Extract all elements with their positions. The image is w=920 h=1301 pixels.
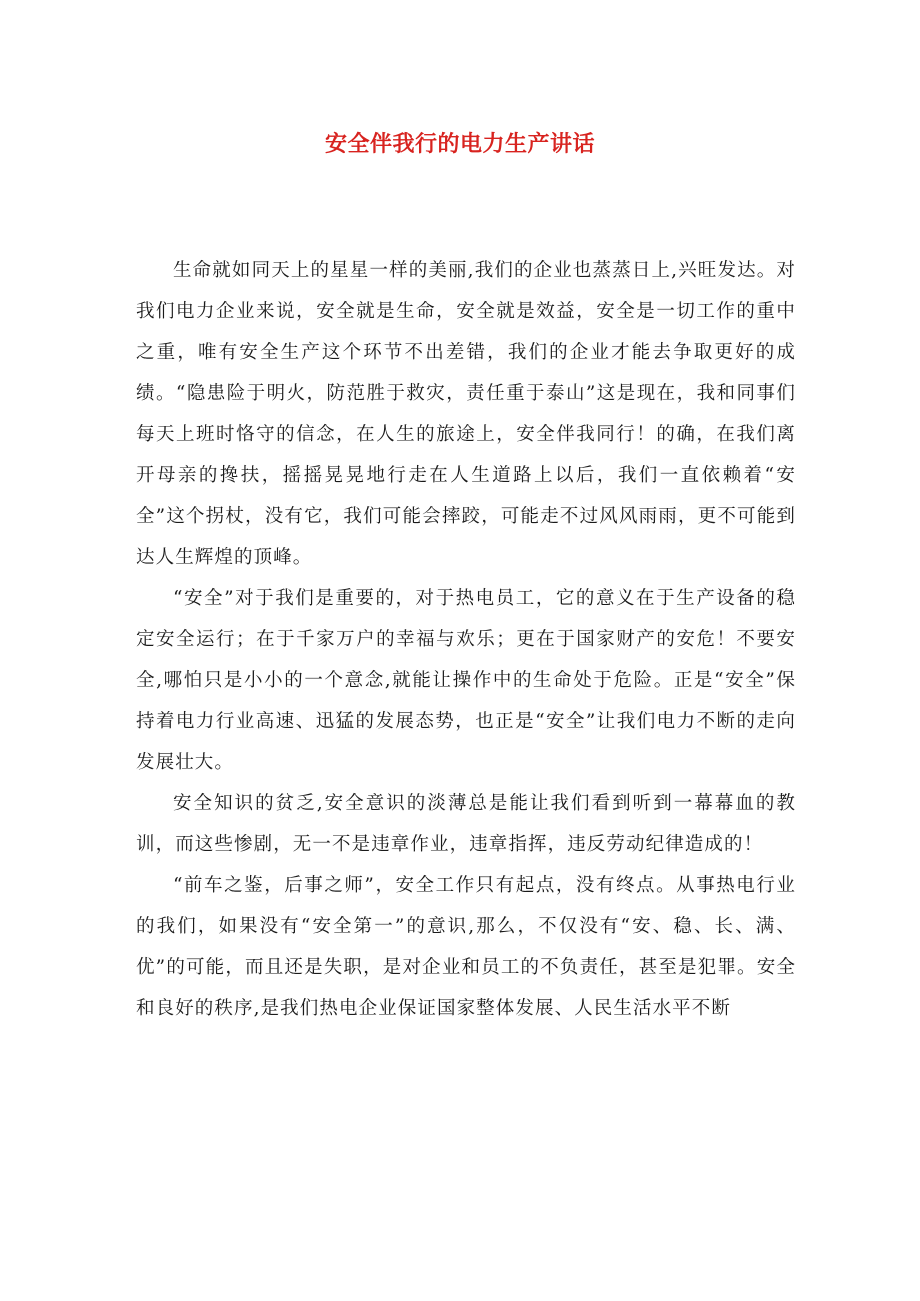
document-title: 安全伴我行的电力生产讲话 <box>324 130 595 157</box>
paragraph-2: “安全”对于我们是重要的，对于热电员工，它的意义在于生产设备的稳定安全运行；在于千家万户的幸福与欢乐；更在于国家财产的安危！不要安全,哪怕只是小小的一个意念,就能让操作中的生命处于危险。正是“安全”保持着电力行业高速、迅猛的发展态势，也正是“安全”让我们电力不断的走向发展壮大。 <box>136 588 796 773</box>
paragraph-4: “前车之鉴，后事之师”，安全工作只有起点，没有终点。从事热电行业的我们，如果没有“安全第一”的意识,那么，不仅没有“安、稳、长、满、优”的可能，而且还是失职，是对企业和员工的不负责任，甚至是犯罪。安全和良好的秩序,是我们热电企业保证国家整体发展、人民生活水平不断 <box>136 875 796 1019</box>
paragraph-3: 安全知识的贫乏,安全意识的淡薄总是能让我们看到听到一幕幕血的教训，而这些惨剧，无一不是违章作业，违章指挥，违反劳动纪律造成的！ <box>136 793 796 855</box>
paragraph-1: 生命就如同天上的星星一样的美丽,我们的企业也蒸蒸日上,兴旺发达。对我们电力企业来说，安全就是生命，安全就是效益，安全是一切工作的重中之重，唯有安全生产这个环节不出差错，我们的企业才能去争取更好的成绩。“隐患险于明火，防范胜于救灾，责任重于泰山”这是现在，我和同事们每天上班时恪守的信念，在人生的旅途上，安全伴我同行！的确，在我们离开母亲的搀扶，摇摇晃晃地行走在人生道路上以后，我们一直依赖着“安全”这个拐杖，没有它，我们可能会摔跤，可能走不过风风雨雨，更不可能到达人生辉煌的顶峰。 <box>136 260 796 568</box>
document-body <box>136 250 796 1029</box>
